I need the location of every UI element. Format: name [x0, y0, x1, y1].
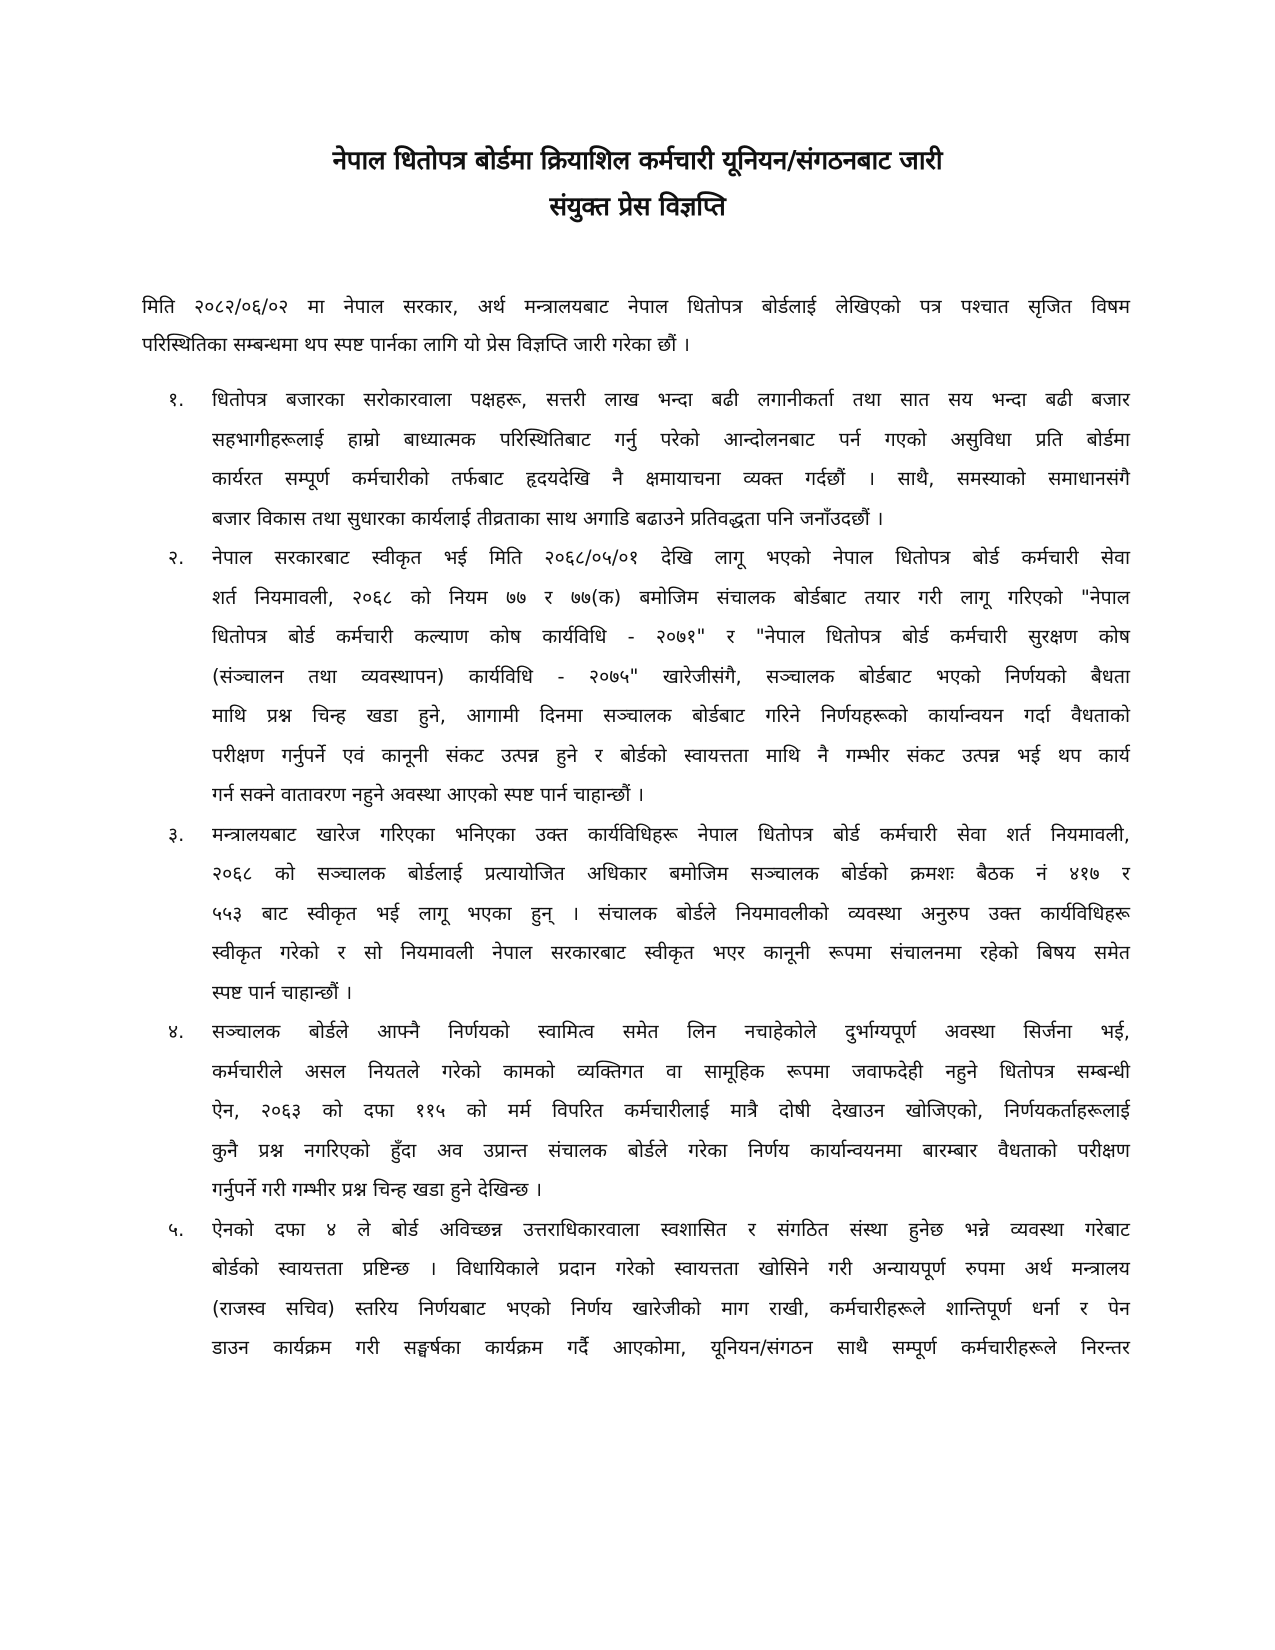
item-line: ऐनको दफा ४ ले बोर्ड अविच्छन्न उत्तराधिकारवाला स्वशासित र संगठित संस्था हुनेछ भन्ने व्यवस्था गरेबाट — [212, 1217, 1130, 1241]
item-line: गर्नुपर्ने गरी गम्भीर प्रश्न चिन्ह खडा हुने देखिन्छ । — [212, 1178, 542, 1201]
item-line: (संञ्चालन तथा व्यवस्थापन) कार्यविधि - २०७५" खारेजीसंगै, सञ्चालक बोर्डबाट भएको निर्णयको बैधता — [212, 664, 1130, 688]
item-line: स्पष्ट पार्न चाहान्छौं । — [212, 980, 353, 1004]
item-line: कुनै प्रश्न नगरिएको हुँदा अव उप्रान्त संचालक बोर्डले गरेका निर्णय कार्यान्वयनमा बारम्बार वैधताको परीक्षण — [212, 1138, 1130, 1162]
item-number: १. — [168, 388, 185, 411]
item-line: २०६८ को सञ्चालक बोर्डलाई प्रत्यायोजित अधिकार बमोजिम सञ्चालक बोर्डको क्रमशः बैठक नं ४१७ र — [212, 862, 1130, 885]
item-number: ५. — [168, 1217, 185, 1241]
item-line: नेपाल सरकारबाट स्वीकृत भई मिति २०६८/०५/०१ देखि लागू भएको नेपाल धितोपत्र बोर्ड कर्मचारी सेवा — [212, 546, 1130, 569]
item-line: बोर्डको स्वायत्तता प्रष्टिन्छ । विधायिकाले प्रदान गरेको स्वायत्तता खोसिने गरी अन्यायपूर्ण रुपमा अर्थ मन्त्रालय — [212, 1257, 1130, 1280]
item-number: २. — [168, 546, 185, 569]
item-line: कर्मचारीले असल नियतले गरेको कामको व्यक्तिगत वा सामूहिक रूपमा जवाफदेही नहुने धितोपत्र सम्बन्धी — [212, 1059, 1130, 1083]
item-line: कार्यरत सम्पूर्ण कर्मचारीको तर्फबाट हृदयदेखि नै क्षमायाचना व्यक्त गर्दछौं । साथै, समस्याको समाधानसंगै — [212, 467, 1130, 490]
list-item-1 — [168, 380, 1130, 538]
item-line: ऐन, २०६३ को दफा ११५ को मर्म विपरित कर्मचारीलाई मात्रै दोषी देखाउन खोजिएको, निर्णयकर्ताहरूलाई — [212, 1099, 1130, 1122]
item-line: स्वीकृत गरेको र सो नियमावली नेपाल सरकारबाट स्वीकृत भएर कानूनी रूपमा संचालनमा रहेको बिषय समेत — [212, 941, 1130, 964]
item-line: शर्त नियमावली, २०६८ को नियम ७७ र ७७(क) बमोजिम संचालक बोर्डबाट तयार गरी लागू गरिएको "नेपाल — [212, 585, 1130, 609]
intro-line: मिति २०८२/०६/०२ मा नेपाल सरकार, अर्थ मन्त्रालयबाट नेपाल धितोपत्र बोर्डलाई लेखिएको पत्र पश्चात सृजित विषम — [142, 295, 1130, 318]
item-line: सहभागीहरूलाई हाम्रो बाध्यात्मक परिस्थितिबाट गर्नु परेको आन्दोलनबाट पर्न गएको असुविधा प्रति बोर्डमा — [212, 427, 1130, 451]
press-release-title — [0, 138, 1275, 230]
item-line: मन्त्रालयबाट खारेज गरिएका भनिएका उक्त कार्यविधिहरू नेपाल धितोपत्र बोर्ड कर्मचारी सेवा शर्त नियमावली, — [212, 822, 1130, 846]
intro-line: परिस्थितिका सम्बन्धमा थप स्पष्ट पार्नका लागि यो प्रेस विज्ञप्ति जारी गरेका छौं । — [142, 333, 690, 356]
item-line: ५५३ बाट स्वीकृत भई लागू भएका हुन् । संचालक बोर्डले नियमावलीको व्यवस्था अनुरुप उक्त कार्यविधिहरू — [212, 901, 1130, 925]
item-line: बजार विकास तथा सुधारका कार्यलाई तीव्रताका साथ अगाडि बढाउने प्रतिवद्धता पनि जनाँउदछौं । — [212, 506, 884, 530]
numbered-points-list — [168, 380, 1130, 1368]
item-line: डाउन कार्यक्रम गरी सङ्घर्षका कार्यक्रम गर्दै आएकोमा, यूनियन/संगठन साथै सम्पूर्ण कर्मचारीहरूले निरन्तर — [212, 1336, 1130, 1359]
list-item-4 — [168, 1012, 1130, 1210]
item-line: धितोपत्र बोर्ड कर्मचारी कल्याण कोष कार्यविधि - २०७१" र "नेपाल धितोपत्र बोर्ड कर्मचारी सुरक्षण कोष — [212, 625, 1130, 648]
list-item-3 — [168, 815, 1130, 1013]
item-line: सञ्चालक बोर्डले आफ्नै निर्णयको स्वामित्व समेत लिन नचाहेकोले दुर्भाग्यपूर्ण अवस्था सिर्जना भई, — [212, 1020, 1130, 1043]
item-line: गर्न सक्ने वातावरण नहुने अवस्था आएको स्पष्ट पार्न चाहान्छौं । — [212, 783, 644, 806]
list-item-2 — [168, 538, 1130, 815]
item-line: माथि प्रश्न चिन्ह खडा हुने, आगामी दिनमा सञ्चालक बोर्डबाट गरिने निर्णयहरूको कार्यान्वयन गर्दा वैधताको — [212, 704, 1130, 727]
intro-paragraph — [142, 288, 1130, 364]
item-line: धितोपत्र बजारका सरोकारवाला पक्षहरू, सत्तरी लाख भन्दा बढी लगानीकर्ता तथा सात सय भन्दा बढी बजार — [212, 388, 1130, 411]
list-item-5 — [168, 1210, 1130, 1368]
title-line-1: नेपाल धितोपत्र बोर्डमा क्रियाशिल कर्मचारी यूनियन/संगठनबाट जारी — [332, 146, 943, 176]
item-line: (राजस्व सचिव) स्तरिय निर्णयबाट भएको निर्णय खारेजीको माग राखी, कर्मचारीहरूले शान्तिपूर्ण धर्ना र पेन — [212, 1296, 1130, 1320]
title-line-2: संयुक्त प्रेस विज्ञप्ति — [549, 192, 726, 222]
item-number: ४. — [168, 1020, 185, 1043]
item-number: ३. — [168, 822, 185, 846]
item-line: परीक्षण गर्नुपर्ने एवं कानूनी संकट उत्पन्न हुने र बोर्डको स्वायत्तता माथि नै गम्भीर संकट उत्पन्न भई थप कार्य — [212, 743, 1130, 767]
